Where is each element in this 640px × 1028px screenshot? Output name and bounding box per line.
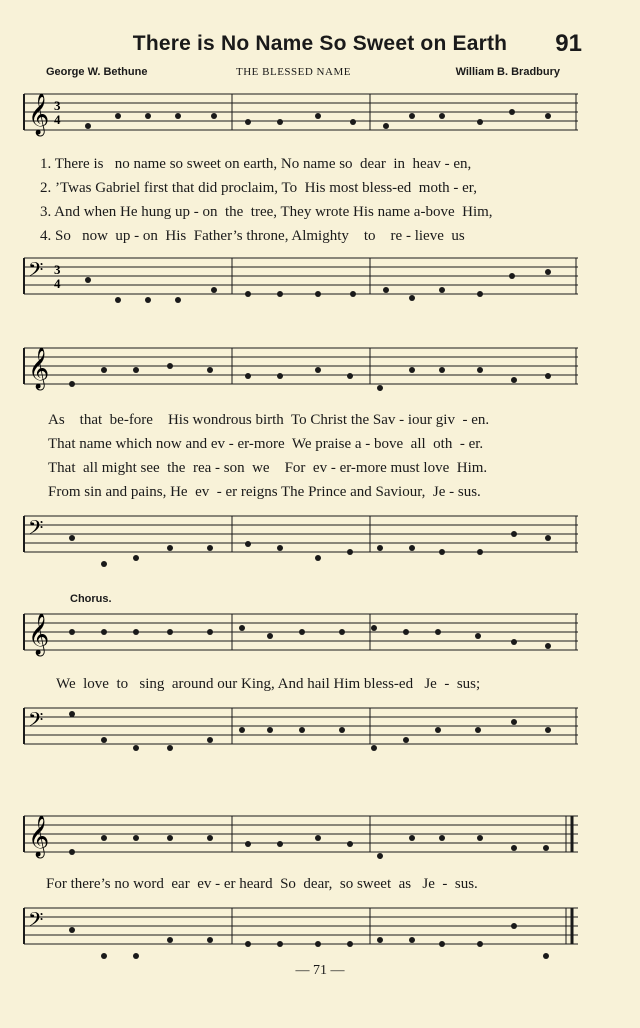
svg-text:4: 4: [54, 112, 61, 127]
staff-bass-4: [18, 900, 580, 964]
staff-bass-1: [18, 250, 580, 310]
final-lyric-line: For there’s no word ear ev - er heard So dear, so sweet as Je - sus.: [46, 876, 478, 892]
verse-3-line-1: 3. And when He hung up - on the tree, They wrote His name a-bove Him,: [40, 204, 493, 220]
svg-text:𝄢: 𝄢: [28, 516, 44, 544]
chorus-label: Chorus.: [70, 593, 112, 605]
staff-bass-3: [18, 700, 580, 764]
verse-3-line-2: That all might see the rea - son we For ev - er-more must love Him.: [48, 460, 488, 476]
svg-text:𝄢: 𝄢: [28, 708, 44, 736]
svg-text:3: 3: [54, 98, 61, 113]
tune-name: THE BLESSED NAME: [236, 66, 351, 78]
lyricist-credit: George W. Bethune: [46, 66, 148, 78]
verse-4-line-2: From sin and pains, He ev - er reigns The Prince and Saviour, Je - sus.: [48, 484, 481, 500]
svg-text:𝄞: 𝄞: [28, 94, 50, 135]
chorus-lyric-line: We love to sing around our King, And hail Him bless-ed Je - sus;: [56, 676, 481, 692]
verse-4-line-1: 4. So now up - on His Father’s throne, Almighty to re - lieve us: [40, 228, 465, 244]
staff-treble-3: [18, 606, 580, 666]
svg-text:𝄞: 𝄞: [28, 816, 50, 857]
verse-1-line-1: 1. There is no name so sweet on earth, No name so dear in heav - en,: [40, 156, 472, 172]
verse-2-line-2: That name which now and ev - er-more We praise a - bove all oth - er.: [48, 436, 484, 452]
staff-treble-2: [18, 340, 580, 396]
svg-text:𝄢: 𝄢: [28, 908, 44, 936]
svg-text:4: 4: [54, 276, 61, 291]
verse-2-line-1: 2. ’Twas Gabriel first that did proclaim, To His most bless-ed moth - er,: [40, 180, 477, 196]
page-number: — 71 —: [295, 963, 345, 978]
svg-text:3: 3: [54, 262, 61, 277]
hymn-title: There is No Name So Sweet on Earth: [132, 32, 508, 55]
svg-text:𝄢: 𝄢: [28, 258, 44, 286]
svg-text:𝄞: 𝄞: [28, 614, 50, 655]
composer-credit: William B. Bradbury: [455, 66, 560, 78]
hymn-number: 91: [555, 30, 582, 57]
staff-treble-4: [18, 808, 580, 864]
verse-1-line-2: As that be-fore His wondrous birth To Christ the Sav - iour giv - en.: [48, 412, 490, 428]
staff-treble-1: [18, 86, 580, 142]
staff-bass-2: [18, 508, 580, 572]
svg-text:𝄞: 𝄞: [28, 348, 50, 389]
